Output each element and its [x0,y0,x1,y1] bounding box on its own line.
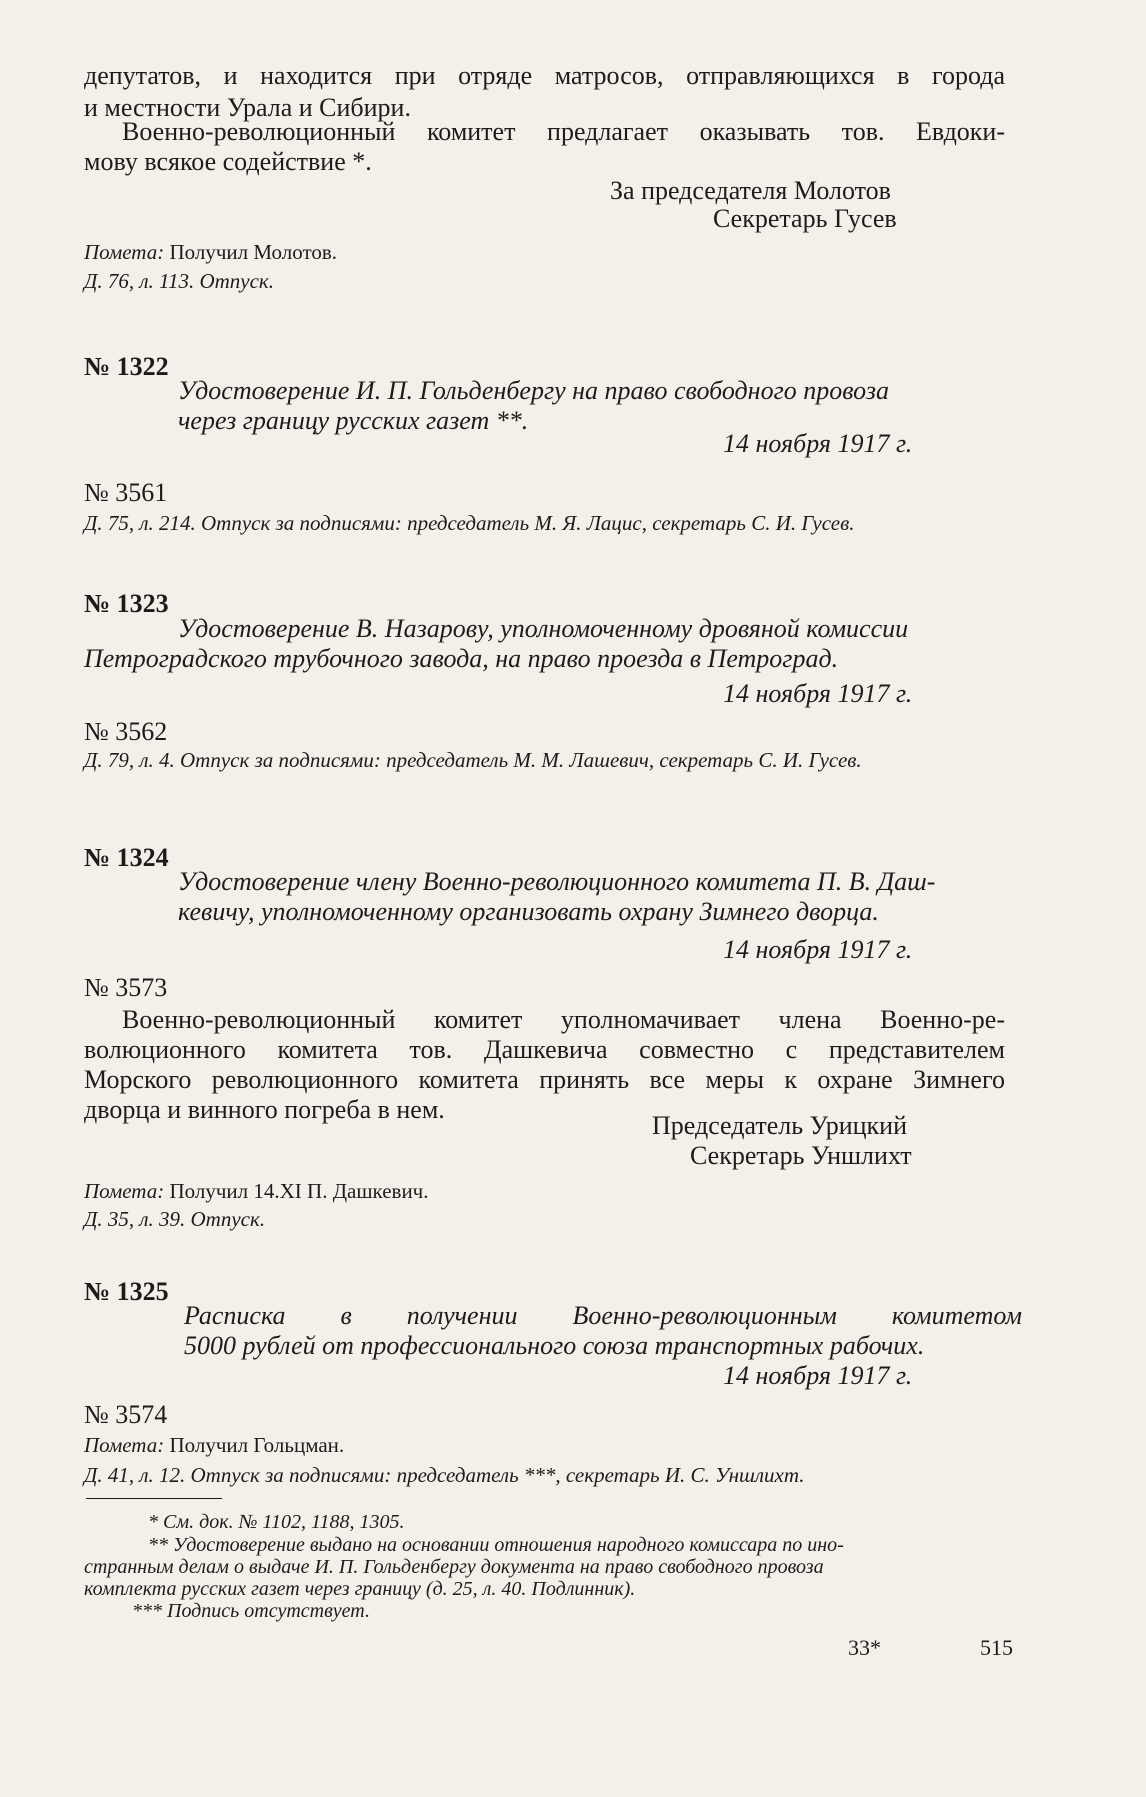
intro-signature-1: За председателя Молотов [610,176,891,205]
doc-1324-body-1: Военно-революционный комитет уполномачивает члена Военно-ре- [122,1005,1005,1034]
doc-1325-reg-number: № 3574 [84,1400,168,1429]
doc-1324-date: 14 ноября 1917 г. [723,935,913,964]
intro-line-4: мову всякое содействие *. [84,147,372,176]
intro-signature-2: Секретарь Гусев [713,204,897,233]
doc-1322-archive-ref: Д. 75, л. 214. Отпуск за подписями: председатель М. Я. Лацис, секретарь С. И. Гусев. [84,511,855,535]
pometa-text: Получил 14.XI П. Дашкевич. [164,1179,429,1203]
doc-1325-date: 14 ноября 1917 г. [723,1361,913,1390]
doc-1322-number: № 1322 [84,352,169,381]
doc-1323-title-2: Петроградского трубочного завода, на право проезда в Петроград. [84,644,839,673]
doc-1324-body-4: дворца и винного погреба в нем. [84,1095,445,1124]
doc-1325-title-1: Расписка в получении Военно-революционным комитетом [184,1301,1022,1330]
footnote-2-line-3: комплекта русских газет через границу (д. 25, л. 40. Подлинник). [84,1578,636,1600]
doc-1324-title-1: Удостоверение члену Военно-революционного комитета П. В. Даш- [178,867,936,896]
footnote-2-line-2: странным делам о выдаче И. П. Гольденбергу документа на право свободного провоза [84,1556,824,1578]
doc-1322-date: 14 ноября 1917 г. [723,429,913,458]
intro-pometa [84,239,337,265]
doc-1323-date: 14 ноября 1917 г. [723,679,913,708]
doc-1325-pometa [84,1432,344,1458]
doc-1323-title-1: Удостоверение В. Назарову, уполномоченному дровяной комиссии [178,614,909,643]
doc-1324-signature-1: Председатель Урицкий [652,1111,907,1140]
page-number: 515 [980,1635,1013,1660]
footnote-3: *** Подпись отсутствует. [132,1600,370,1622]
pometa-text: Получил Молотов. [164,240,338,264]
doc-1322-title-1: Удостоверение И. П. Гольденбергу на право свободного провоза [178,376,889,405]
doc-1323-reg-number: № 3562 [84,717,168,746]
doc-1325-number: № 1325 [84,1277,169,1306]
doc-1323-archive-ref: Д. 79, л. 4. Отпуск за подписями: председатель М. М. Лашевич, секретарь С. И. Гусев. [84,748,862,772]
doc-1324-pometa [84,1178,429,1204]
intro-line-3: Военно-революционный комитет предлагает оказывать тов. Евдоки- [122,117,1005,146]
pometa-label: Помета: [84,1433,165,1457]
doc-1325-archive-ref: Д. 41, л. 12. Отпуск за подписями: председатель ***, секретарь И. С. Уншлихт. [84,1463,805,1487]
doc-1324-archive-ref: Д. 35, л. 39. Отпуск. [84,1207,266,1231]
pometa-label: Помета: [84,240,165,264]
footnote-rule [86,1498,222,1499]
footnote-1: * См. док. № 1102, 1188, 1305. [148,1511,405,1533]
intro-archive-ref: Д. 76, л. 113. Отпуск. [84,269,275,293]
signature-mark: 33* [848,1635,881,1660]
doc-1324-reg-number: № 3573 [84,973,168,1002]
doc-1324-title-2: кевичу, уполномоченному организовать охрану Зимнего дворца. [178,897,879,926]
pometa-text: Получил Гольцман. [164,1433,345,1457]
intro-line-2: и местности Урала и Сибири. [84,93,411,122]
doc-1322-title-2: через границу русских газет **. [178,406,529,435]
doc-1322-reg-number: № 3561 [84,478,168,507]
intro-line-1: депутатов, и находится при отряде матросов, отправляющихся в города [84,61,1005,90]
pometa-label: Помета: [84,1179,165,1203]
doc-1324-number: № 1324 [84,843,169,872]
doc-1325-title-2: 5000 рублей от профессионального союза транспортных рабочих. [184,1331,925,1360]
doc-1323-number: № 1323 [84,589,169,618]
doc-1324-body-2: волюционного комитета тов. Дашкевича совместно с представителем [84,1035,1005,1064]
doc-1324-body-3: Морского революционного комитета принять все меры к охране Зимнего [84,1065,1005,1094]
footnote-2-line-1: ** Удостоверение выдано на основании отношения народного комиссара по ино- [148,1534,844,1556]
doc-1324-signature-2: Секретарь Уншлихт [690,1141,912,1170]
